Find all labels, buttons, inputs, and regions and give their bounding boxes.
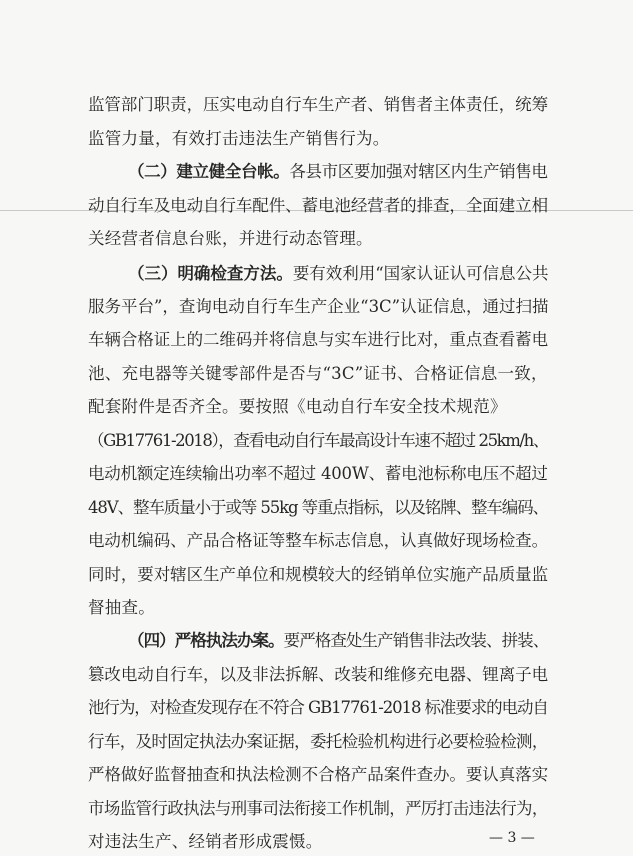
text-line: 配套附件是否齐全。要按照《电动自行车安全技术规范》 — [88, 397, 507, 416]
text-line: 池、充电器等关键零部件是否与“3C”证书、合格证信息一致， — [88, 364, 548, 383]
text-line: （GB17761-2018），查看电动自行车最高设计车速不超过 25km/h、 — [88, 431, 548, 450]
text-line: 严格做好监督抽查和执法检测不合格产品案件查办。要认真落实 — [88, 765, 549, 784]
section-heading: （三）明确检查方法。 — [128, 264, 293, 283]
text-line: 服务平台”，查询电动自行车生产企业“3C”认证信息，通过扫描 — [88, 297, 549, 316]
text-line: 关经营者信息台账，并进行动态管理。 — [88, 229, 373, 248]
section-heading: （四）严格执法办案。 — [128, 631, 284, 650]
page-number: — 3 — — [489, 830, 535, 846]
text-line: 动自行车及电动自行车配件、蓄电池经营者的排查，全面建立相 — [88, 196, 549, 215]
section-heading-line: （二）建立健全台帐。各县市区要加强对辖区内生产销售电 — [128, 162, 548, 181]
text-line: 督抽查。 — [88, 598, 155, 617]
text-line: 对违法生产、经销者形成震慑。 — [88, 832, 323, 851]
text-line: 监管部门职责，压实电动自行车生产者、销售者主体责任，统筹 — [88, 95, 549, 114]
text-line: 电动机额定连续输出功率不超过 400W、蓄电池标称电压不超过 — [88, 464, 548, 483]
text-line: 电动机编码、产品合格证等整车标志信息，认真做好现场检查。 — [88, 531, 549, 550]
section-heading: （二）建立健全台帐。 — [128, 162, 290, 181]
text-line: 监管力量，有效打击违法生产销售行为。 — [88, 129, 390, 148]
text-line: 池行为，对检查发现存在不符合 GB17761-2018 标准要求的电动自 — [88, 698, 548, 717]
text-line: 篡改电动自行车，以及非法拆解、改装和维修充电器、锂离子电 — [88, 665, 549, 684]
text-line: 车辆合格证上的二维码并将信息与实车进行比对，重点查看蓄电 — [88, 330, 549, 349]
section-heading-line: （四）严格执法办案。要严格查处生产销售非法改装、拼装、 — [128, 631, 549, 650]
section-heading-line: （三）明确检查方法。要有效利用“国家认证认可信息公共 — [128, 264, 549, 283]
text-line: 48V、整车质量小于或等 55kg 等重点指标，以及铭牌、整车编码、 — [88, 498, 548, 517]
text-line: 市场监管行政执法与刑事司法衔接工作机制，严厉打击违法行为， — [88, 799, 548, 818]
text-line: 行车，及时固定执法办案证据，委托检验机构进行必要检验检测， — [88, 732, 548, 751]
text-line: 同时，要对辖区生产单位和规模较大的经销单位实施产品质量监 — [88, 565, 549, 584]
